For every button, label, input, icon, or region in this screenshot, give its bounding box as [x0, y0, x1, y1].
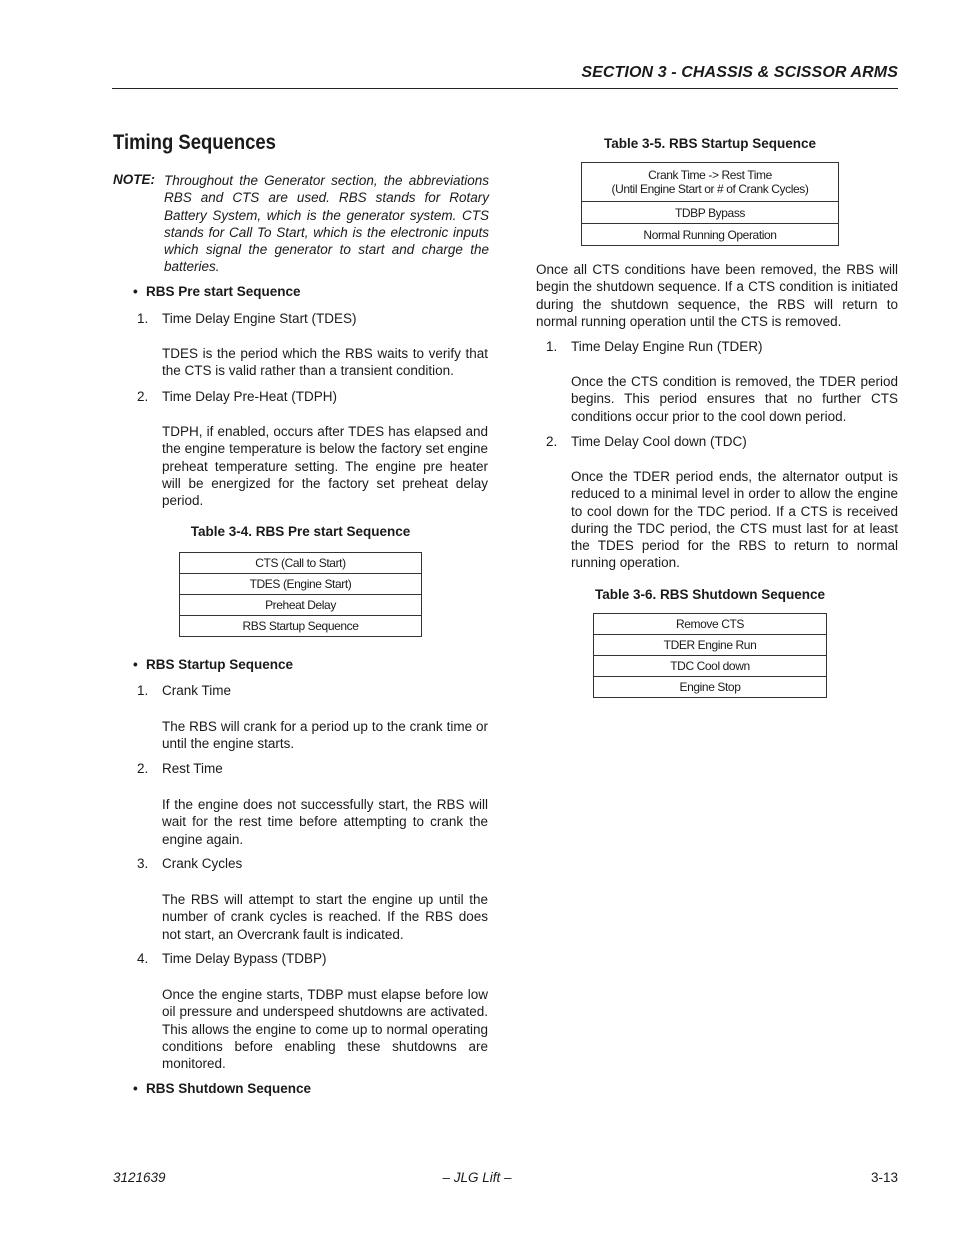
shutdown-intro-paragraph: Once all CTS conditions have been removed, the RBS will begin the shutdown sequence. If a CTS condition is initiated during the shutdown sequence, the RBS will return to normal running operation until the CTS is removed.: [536, 262, 898, 329]
table-cell: Remove CTS: [594, 614, 827, 635]
header-rule: [112, 88, 898, 89]
table-cell: CTS (Call to Start): [180, 553, 422, 574]
page-heading: Timing Sequences: [113, 131, 276, 154]
table-pre-start-sequence: [179, 552, 422, 637]
list-item-title: 2. Rest Time: [137, 761, 223, 776]
list-item-body: The RBS will attempt to start the engine up until the number of crank cycles is reached. If the RBS does not start, an Overcrank fault is indicated.: [162, 892, 488, 942]
table-caption: Table 3-6. RBS Shutdown Sequence: [594, 587, 826, 602]
table-cell: Normal Running Operation: [582, 224, 839, 246]
bullet-shutdown: • RBS Shutdown Sequence: [133, 1081, 312, 1096]
section-header-title: SECTION 3 - CHASSIS & SCISSOR ARMS: [581, 64, 898, 81]
list-item-body: Once the CTS condition is removed, the TDER period begins. This period ensures that no further CTS conditions occur prior to the cool down period.: [571, 374, 898, 424]
table-caption: Table 3-4. RBS Pre start Sequence: [190, 524, 411, 539]
list-item-title: 1. Time Delay Engine Run (TDER): [546, 339, 763, 354]
list-item-title: 3. Crank Cycles: [137, 856, 243, 871]
table-cell: TDES (Engine Start): [180, 574, 422, 595]
footer-publisher: – JLG Lift –: [442, 1170, 512, 1185]
list-item-body: TDPH, if enabled, occurs after TDES has elapsed and the engine temperature is below the factory set engine preheat temperature setting. The engine pre heater will be energized for the factory set preheat delay period.: [162, 424, 488, 509]
list-item-title: 2. Time Delay Cool down (TDC): [546, 434, 747, 449]
table-cell: TDC Cool down: [594, 656, 827, 677]
bullet-pre-start: • RBS Pre start Sequence: [133, 284, 301, 299]
table-startup-sequence: [581, 162, 839, 246]
table-cell: Engine Stop: [594, 677, 827, 698]
footer-page-number: 3-13: [870, 1170, 898, 1185]
table-cell: Preheat Delay: [180, 595, 422, 616]
list-item-body: If the engine does not successfully start, the RBS will wait for the rest time before attempting to crank the engine again.: [162, 797, 488, 847]
list-item-title: 2. Time Delay Pre-Heat (TDPH): [137, 389, 338, 404]
list-item-body: TDES is the period which the RBS waits to verify that the CTS is valid rather than a transient condition.: [162, 346, 488, 379]
table-cell: RBS Startup Sequence: [180, 616, 422, 637]
bullet-label: RBS Startup Sequence: [146, 657, 294, 672]
bullet-label: RBS Pre start Sequence: [146, 284, 301, 299]
table-cell: Crank Time -> Rest Time (Until Engine Start or # of Crank Cycles): [582, 163, 839, 202]
footer-doc-number: 3121639: [113, 1170, 166, 1185]
list-item-title: 1. Crank Time: [137, 683, 232, 698]
list-item-title: 4. Time Delay Bypass (TDBP): [137, 951, 327, 966]
bullet-startup: • RBS Startup Sequence: [133, 657, 294, 672]
table-cell: TDER Engine Run: [594, 635, 827, 656]
bullet-label: RBS Shutdown Sequence: [146, 1081, 312, 1096]
list-item-body: Once the engine starts, TDBP must elapse before low oil pressure and underspeed shutdowns are activated. This allows the engine to come up to normal operating conditions before enabling these shutdowns are monitored.: [162, 987, 488, 1072]
list-item-body: Once the TDER period ends, the alternator output is reduced to a minimal level in order to allow the engine to cool down for the TDC period. If a CTS is received during the TDC period, the CTS must last for at least the TDES period for the RBS to return to normal running operation.: [571, 469, 898, 571]
list-item-body: The RBS will crank for a period up to the crank time or until the engine starts.: [162, 719, 488, 752]
note-text: Throughout the Generator section, the abbreviations RBS and CTS are used. RBS stands for Rotary Battery System, which is the generator system. CTS stands for Call To Start, which is the electronic inputs which signal the generator to start and charge the batteries.: [164, 173, 489, 275]
table-cell: TDBP Bypass: [582, 202, 839, 224]
note-label: NOTE:: [113, 172, 155, 187]
list-item-title: 1. Time Delay Engine Start (TDES): [137, 311, 357, 326]
table-shutdown-sequence: [593, 613, 827, 698]
table-caption: Table 3-5. RBS Startup Sequence: [603, 136, 817, 151]
